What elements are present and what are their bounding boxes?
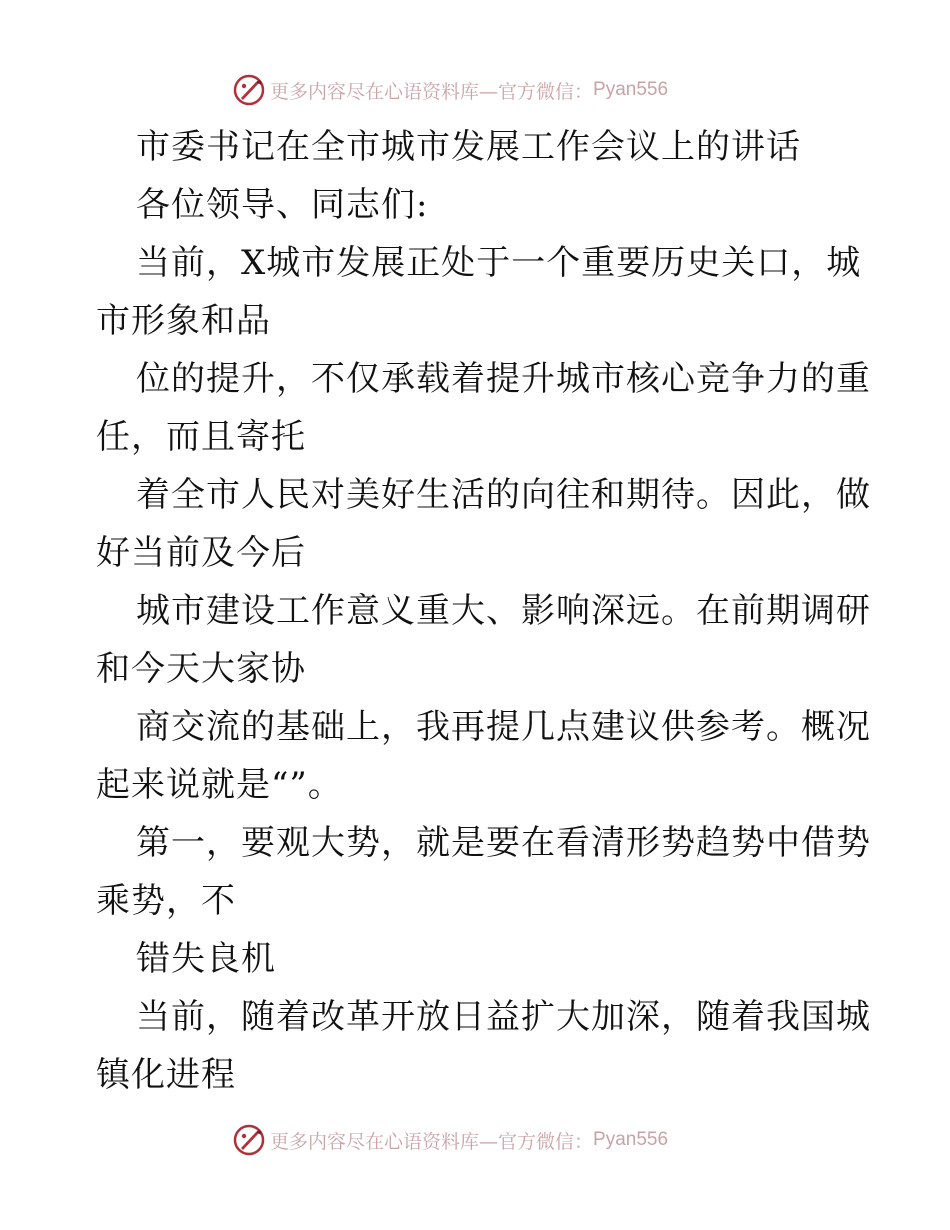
footer-watermark <box>232 1120 668 1160</box>
text-line: 第一，要观大势，就是要在看清形势趋势中借势 <box>136 823 871 863</box>
text-line: 城市建设工作意义重大、影响深远。在前期调研 <box>136 591 871 631</box>
text-line: 和今天大家协 <box>96 649 306 689</box>
text-line: 当前，随着改革开放日益扩大加深，随着我国城 <box>136 997 871 1037</box>
text-line: 镇化进程 <box>96 1055 236 1095</box>
text-line: 错失良机 <box>136 939 276 979</box>
watermark-account: Pyan556 <box>593 79 669 100</box>
watermark-text: 更多内容尽在心语资料库—官方微信： <box>270 80 594 103</box>
text-line: 乘势，不 <box>96 881 236 921</box>
watermark-text: 更多内容尽在心语资料库—官方微信： <box>270 1130 594 1153</box>
watermark-account: Pyan556 <box>593 1129 669 1150</box>
text-line: 任，而且寄托 <box>96 417 306 457</box>
text-line: 起来说就是“”。 <box>96 765 343 805</box>
text-line: 当前，X城市发展正处于一个重要历史关口，城 <box>136 243 862 283</box>
header-watermark <box>232 70 668 110</box>
document-body <box>96 118 871 1104</box>
text-line: 着全市人民对美好生活的向往和期待。因此，做 <box>136 475 871 515</box>
quill-pen-logo-icon <box>232 1123 266 1157</box>
text-line: 市形象和品 <box>96 301 271 341</box>
document-title: 市委书记在全市城市发展工作会议上的讲话 <box>136 127 801 167</box>
text-line: 商交流的基础上，我再提几点建议供参考。概况 <box>136 707 871 747</box>
text-line: 好当前及今后 <box>96 533 306 573</box>
text-line: 各位领导、同志们: <box>136 185 429 225</box>
quill-pen-logo-icon <box>232 73 266 107</box>
text-line: 位的提升，不仅承载着提升城市核心竞争力的重 <box>136 359 871 399</box>
